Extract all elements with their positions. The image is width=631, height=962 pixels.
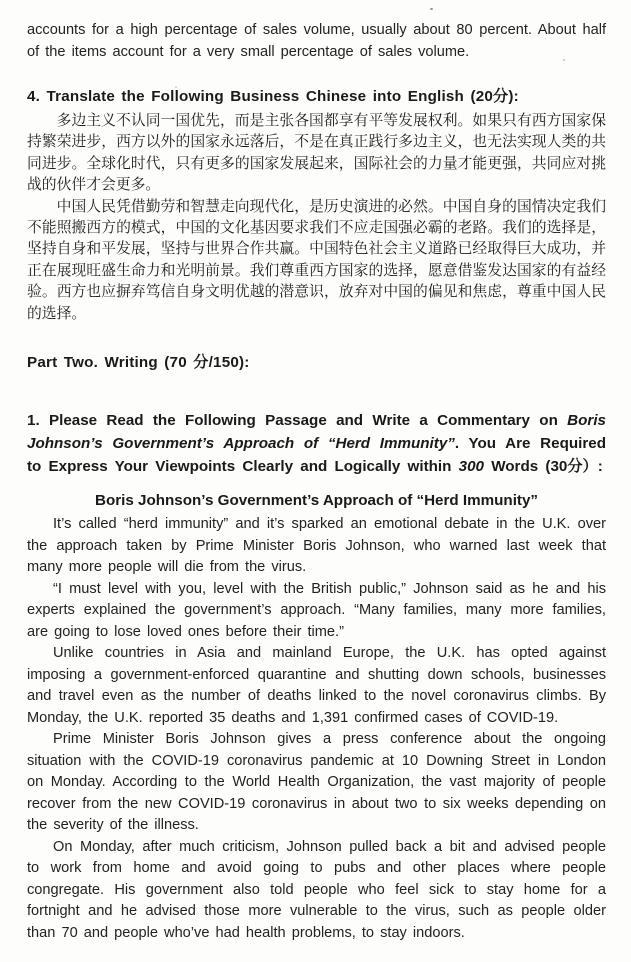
scan-speck [563, 59, 565, 61]
passage-paragraph-5: On Monday, after much criticism, Johnson pulled back a bit and advised people to work from home and avoid going to pubs and other places where people congregate. His government also told people who feel sick to stay home for a fortnight and he advised those more vulnerable to the virus, such as people older than 70 and people who’ve had health problems, to stay indoors. [27, 838, 606, 941]
passage-body [27, 514, 606, 944]
chinese-paragraph-1: 多边主义不认同一国优先，而是主张各国都享有平等发展权利。如果只有西方国家保持繁荣进步，西方以外的国家永远落后，不是在真正践行多边主义，也无法实现人类的共同进步。全球化时代，只有更多的国家发展起来，国际社会的力量才能更强，共同应对挑战的伙伴才会更多。 [27, 112, 606, 194]
task-instruction-prefix: 1. Please Read the Following Passage and Write a Commentary on [27, 412, 568, 430]
writing-task-instruction [27, 409, 606, 478]
passage-paragraph-2: “I must level with you, level with the British public,” Johnson said as he and his experts explained the government’s approach. “Many families, many more families, are going to lose loved ones before their time.” [27, 580, 606, 640]
passage-paragraph-3: Unlike countries in Asia and mainland Europe, the U.K. has opted against imposing a government-enforced quarantine and shutting down schools, businesses and travel even as the number of deaths linked to the novel coronavirus climbs. By Monday, the U.K. reported 35 deaths and 1,391 confirmed cases of COVID-19. [27, 645, 606, 726]
scan-speck [175, 86, 177, 88]
chinese-paragraph-2: 中国人民凭借勤劳和智慧走向现代化，是历史演进的必然。中国自身的国情决定我们不能照搬西方的模式，中国的文化基因要求我们不应走国强必霸的老路。我们的选择是，坚持自身和平发展，坚持与世界合作共赢。中国特色社会主义道路已经取得巨大成功，并正在展现旺盛生命力和光明前景。我们尊重西方国家的选择，愿意借鉴发达国家的有益经验。西方也应摒弃笃信自身文明优越的潜意识，放弃对中国的偏见和焦虑，尊重中国人民的选择。 [27, 197, 606, 322]
task-instruction-passage-title: Boris Johnson’s Government’s Approach of “Herd Immunity” [27, 412, 606, 453]
section4-heading: 4. Translate the Following Business Chinese into English (20分): [27, 88, 519, 105]
scan-speck [430, 8, 433, 10]
intro-paragraph: accounts for a high percentage of sales volume, usually about 80 percent. About half of the items account for a very small percentage of sales volume. [27, 22, 606, 60]
part-two-heading: Part Two. Writing (70 分/150): [27, 354, 250, 372]
passage-paragraph-4: Prime Minister Boris Johnson gives a press conference about the ongoing situation with the COVID-19 coronavirus pandemic at 10 Downing Street in London on Monday. According to the World Health Organization, the vast majority of people recover from the new COVID-19 coronavirus in about two to six weeks depending on the severity of the illness. [27, 731, 606, 834]
passage-title: Boris Johnson’s Government’s Approach of “Herd Immunity” [94, 492, 539, 510]
task-instruction-middle: . You Are Required to Express Your Viewpoints Clearly and Logically within [27, 435, 607, 476]
passage-paragraph-1: It’s called “herd immunity” and it’s sparked an emotional debate in the U.K. over the approach taken by Prime Minister Boris Johnson, who warned last week that many more people will die from the virus. [27, 516, 606, 576]
task-instruction-word-limit: 300 [458, 458, 484, 476]
task-instruction-suffix: Words (30分）: [483, 458, 603, 476]
